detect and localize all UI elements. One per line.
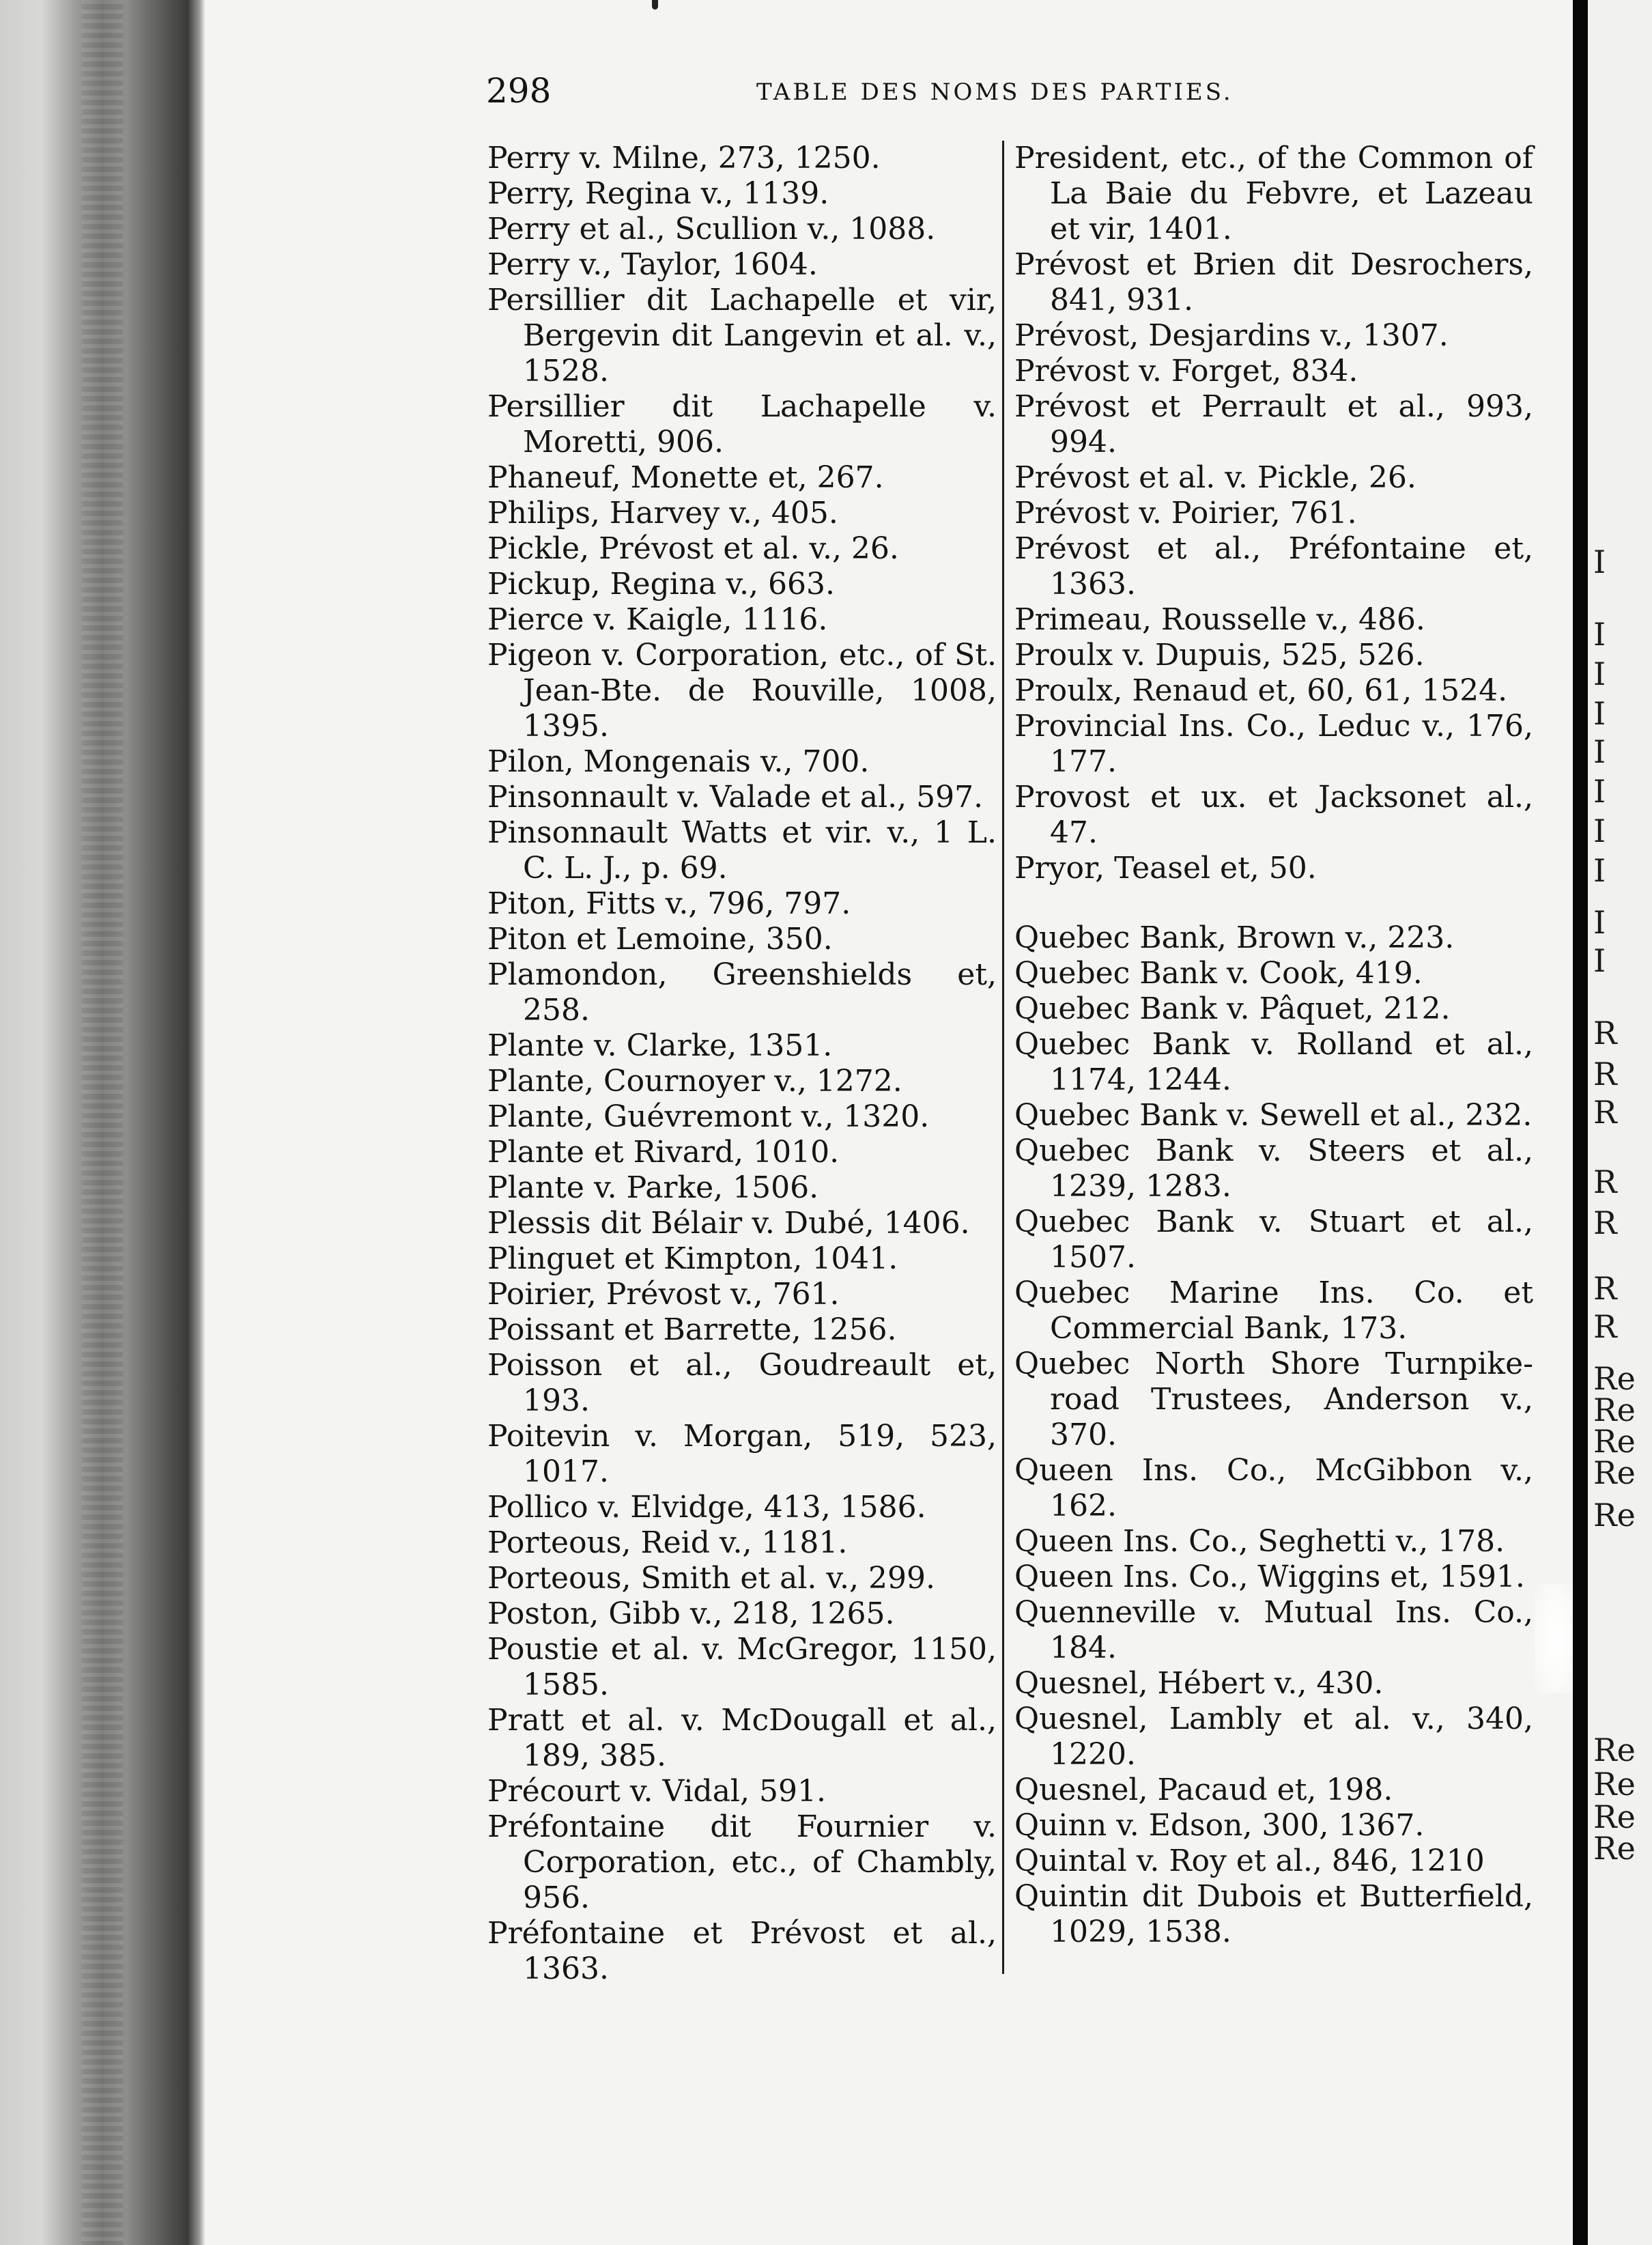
index-entry: Quenneville v. Mutual Ins. Co., 184. — [1014, 1595, 1533, 1665]
index-entry: Porteous, Reid v., 1181. — [487, 1525, 848, 1560]
index-entry: Pickup, Regina v., 663. — [487, 567, 835, 602]
left-index-column — [487, 141, 997, 1987]
index-entry: Quebec Bank v. Sewell et al., 232. — [1014, 1098, 1533, 1133]
index-entry: Quintal v. Roy et al., 846, 1210 — [1014, 1844, 1485, 1878]
index-entry: Philips, Harvey v., 405. — [487, 496, 838, 531]
index-entry: Prévost et al. v. Pickle, 26. — [1014, 460, 1416, 495]
index-entry: Quebec Bank v. Stuart et al., 1507. — [1014, 1204, 1533, 1275]
index-entry: Quesnel, Pacaud et, 198. — [1014, 1773, 1393, 1807]
index-entry: Prévost et Perrault et al., 993, 994. — [1014, 389, 1533, 460]
next-page-letter: Re — [1593, 1423, 1636, 1460]
index-entry: Poissant et Barrette, 1256. — [487, 1312, 897, 1347]
index-entry: Persillier dit Lachapelle et vir, Bergevin dit Langevin et al. v., 1528. — [487, 283, 997, 389]
index-entry: Queen Ins. Co., Wiggins et, 1591. — [1014, 1559, 1525, 1594]
index-entry: Plante et Rivard, 1010. — [487, 1135, 840, 1170]
index-entry: Provincial Ins. Co., Leduc v., 176, 177. — [1014, 709, 1533, 779]
index-entry: Prévost v. Poirier, 761. — [1014, 496, 1357, 531]
next-page-letter: I — [1593, 904, 1606, 941]
index-entry: Quebec Bank v. Steers et al., 1239, 1283. — [1014, 1133, 1533, 1204]
index-entry: Quesnel, Hébert v., 430. — [1014, 1666, 1384, 1701]
book-binding-gutter — [0, 0, 205, 2245]
next-page-letter: R — [1593, 1308, 1617, 1345]
index-entry: Proulx, Renaud et, 60, 61, 1524. — [1014, 673, 1508, 708]
next-page-letter: R — [1593, 1270, 1617, 1307]
index-entry: Pinsonnault Watts et vir. v., 1 L. C. L. J., p. 69. — [487, 815, 997, 886]
index-entry: Prévost, Desjardins v., 1307. — [1014, 318, 1449, 353]
next-page-letter: I — [1593, 773, 1606, 810]
index-entry: Pratt et al. v. McDougall et al., 189, 385. — [487, 1703, 997, 1773]
index-entry: Préfontaine et Prévost et al., 1363. — [487, 1916, 997, 1986]
next-page-letter: I — [1593, 733, 1606, 770]
index-entry: Quesnel, Lambly et al. v., 340, 1220. — [1014, 1702, 1533, 1772]
index-entry: Quebec Marine Ins. Co. et Commercial Bank, 173. — [1014, 1275, 1533, 1346]
index-entry: Plessis dit Bélair v. Dubé, 1406. — [487, 1206, 970, 1241]
running-title: TABLE DES NOMS DES PARTIES. — [756, 79, 1234, 106]
index-entry: Perry, Regina v., 1139. — [487, 176, 829, 211]
index-entry: Pryor, Teasel et, 50. — [1014, 851, 1317, 886]
next-page-letter: I — [1593, 543, 1606, 580]
index-entry: Quebec North Shore Turnpike-road Trustees, Anderson v., 370. — [1014, 1346, 1533, 1452]
index-entry: Queen Ins. Co., Seghetti v., 178. — [1014, 1524, 1505, 1559]
index-entry: Poirier, Prévost v., 761. — [487, 1277, 840, 1312]
index-entry: Quintin dit Dubois et Butterfield, 1029, 1538. — [1014, 1879, 1533, 1949]
index-entry: Plante v. Clarke, 1351. — [487, 1028, 833, 1063]
page-number: 298 — [486, 71, 552, 111]
index-entry: Quebec Bank v. Cook, 419. — [1014, 956, 1423, 991]
index-entry: Prévost v. Forget, 834. — [1014, 354, 1358, 389]
next-page-letter: I — [1593, 655, 1606, 692]
index-entry: Perry et al., Scullion v., 1088. — [487, 212, 936, 246]
index-entry: Pollico v. Elvidge, 413, 1586. — [487, 1490, 926, 1525]
index-entry: Pierce v. Kaigle, 1116. — [487, 602, 828, 637]
index-entry: Plante, Cournoyer v., 1272. — [487, 1064, 902, 1099]
index-entry: Primeau, Rousselle v., 486. — [1014, 602, 1425, 637]
index-entry: Précourt v. Vidal, 591. — [487, 1774, 826, 1809]
next-page-letter: Re — [1593, 1830, 1636, 1867]
next-page-letter: Re — [1593, 1497, 1636, 1534]
next-page-letter: I — [1593, 695, 1606, 732]
index-entry: Phaneuf, Monette et, 267. — [487, 460, 884, 495]
next-page-letter: R — [1593, 1056, 1617, 1092]
index-entry: Pigeon v. Corporation, etc., of St. Jean-Bte. de Rouville, 1008, 1395. — [487, 638, 997, 744]
next-page-letter: I — [1593, 942, 1606, 979]
index-entry: Prévost et al., Préfontaine et, 1363. — [1014, 531, 1533, 602]
index-entry: Pickle, Prévost et al. v., 26. — [487, 531, 899, 566]
right-index-column — [1014, 141, 1533, 1950]
index-entry: Quinn v. Edson, 300, 1367. — [1014, 1808, 1425, 1843]
next-page-letter: Re — [1593, 1392, 1636, 1428]
next-page-edge — [1573, 0, 1588, 2245]
index-entry: Pinsonnault v. Valade et al., 597. — [487, 780, 984, 815]
paper-blemish — [1535, 1584, 1576, 1693]
index-entry: Perry v. Milne, 273, 1250. — [487, 141, 881, 175]
next-page-letter: I — [1593, 813, 1606, 849]
index-entry: Piton, Fitts v., 796, 797. — [487, 886, 851, 921]
index-entry: Plinguet et Kimpton, 1041. — [487, 1241, 898, 1276]
index-entry: Persillier dit Lachapelle v. Moretti, 906. — [487, 389, 997, 460]
index-entry: Plante, Guévremont v., 1320. — [487, 1099, 930, 1134]
index-entry: Plante v. Parke, 1506. — [487, 1170, 819, 1205]
index-entry: Plamondon, Greenshields et, 258. — [487, 957, 997, 1028]
index-entry: Poisson et al., Goudreault et, 193. — [487, 1348, 997, 1418]
next-page-letter: I — [1593, 616, 1606, 653]
index-entry: Prévost et Brien dit Desrochers, 841, 931. — [1014, 247, 1533, 317]
next-page-letter: Re — [1593, 1360, 1636, 1397]
index-entry: Poustie et al. v. McGregor, 1150, 1585. — [487, 1632, 997, 1702]
index-entry: President, etc., of the Common of La Baie du Febvre, et Lazeau et vir, 1401. — [1014, 141, 1533, 246]
index-entry: Quebec Bank v. Pâquet, 212. — [1014, 991, 1451, 1026]
index-entry: Porteous, Smith et al. v., 299. — [487, 1561, 935, 1596]
index-entry: Pilon, Mongenais v., 700. — [487, 744, 870, 779]
index-entry: Proulx v. Dupuis, 525, 526. — [1014, 638, 1425, 673]
index-entry: Perry v., Taylor, 1604. — [487, 247, 818, 282]
next-page-letter: Re — [1593, 1732, 1636, 1768]
index-entry: Préfontaine dit Fournier v. Corporation, etc., of Chambly, 956. — [487, 1809, 997, 1915]
next-page-letter: R — [1593, 1015, 1617, 1051]
next-page-letter: R — [1593, 1094, 1617, 1131]
index-entry: Quebec Bank v. Rolland et al., 1174, 1244. — [1014, 1027, 1533, 1097]
next-page-letter: R — [1593, 1204, 1617, 1241]
index-entry: Poitevin v. Morgan, 519, 523, 1017. — [487, 1419, 997, 1489]
next-page-letter: R — [1593, 1163, 1617, 1200]
ink-mark — [652, 0, 658, 10]
next-page-letter: Re — [1593, 1798, 1636, 1835]
column-divider — [1002, 141, 1004, 1974]
index-entry: Poston, Gibb v., 218, 1265. — [487, 1596, 895, 1631]
index-entry: Quebec Bank, Brown v., 223. — [1014, 920, 1455, 955]
next-page-letter: Re — [1593, 1766, 1636, 1803]
index-entry: Queen Ins. Co., McGibbon v., 162. — [1014, 1453, 1533, 1523]
next-page-fragment — [1588, 0, 1652, 2245]
index-entry: Piton et Lemoine, 350. — [487, 922, 833, 957]
next-page-letter: I — [1593, 852, 1606, 889]
next-page-letter: Re — [1593, 1454, 1636, 1491]
index-entry: Provost et ux. et Jacksonet al., 47. — [1014, 780, 1533, 850]
